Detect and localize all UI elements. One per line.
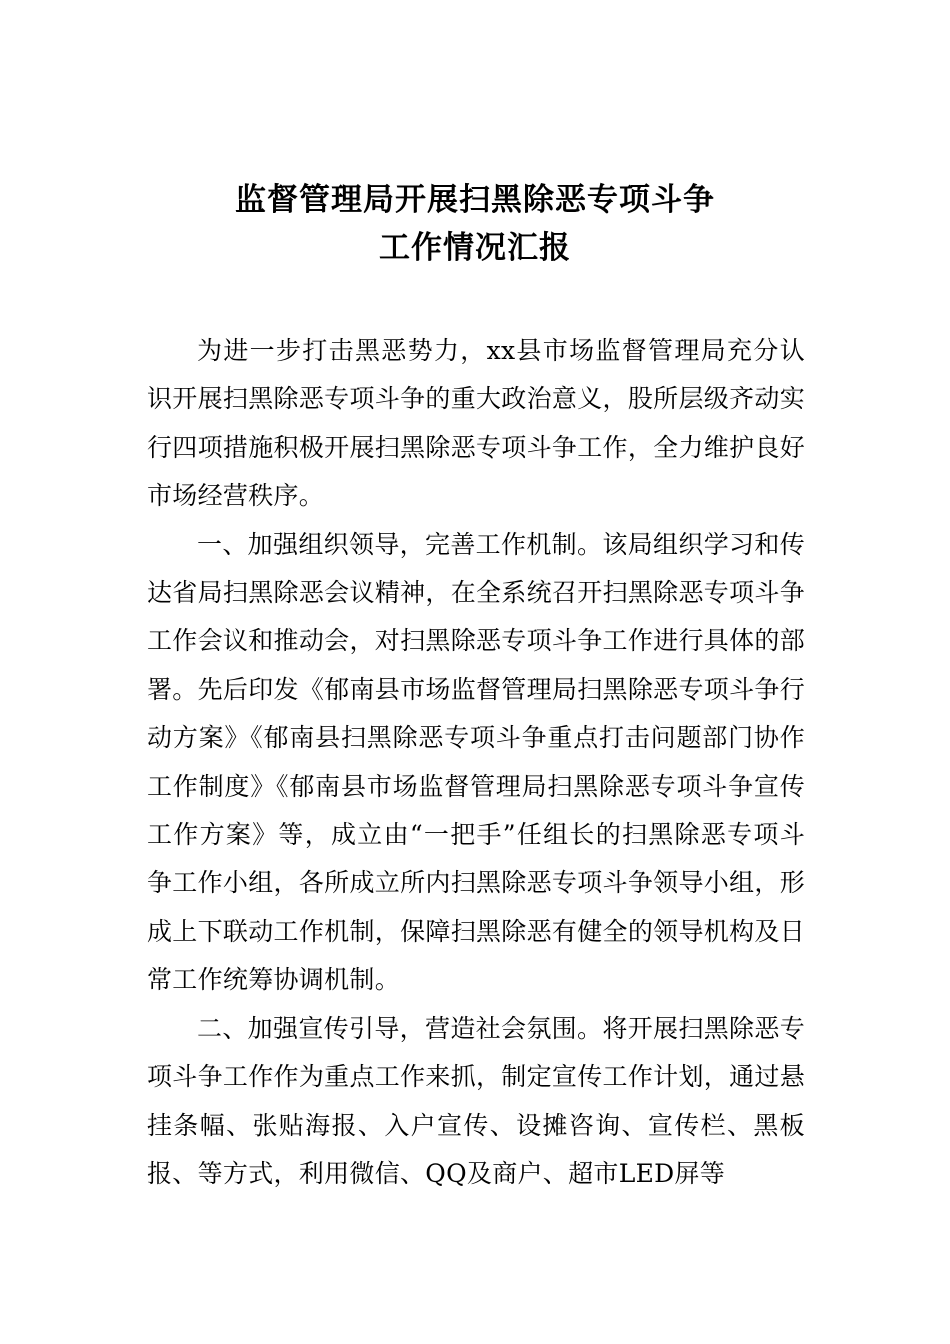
section-2-paragraph: 二、加强宣传引导，营造社会氛围。将开展扫黑除恶专项斗争工作作为重点工作来抓，制定宣传工作计划，通过悬挂条幅、张贴海报、入户宣传、设摊咨询、宣传栏、黑板报、等方式，利用微信、QQ及商户、超市LED屏等	[147, 1013, 805, 1188]
document-title-line-2: 工作情况汇报	[379, 230, 571, 266]
document-body	[147, 327, 805, 1198]
intro-paragraph: 为进一步打击黑恶势力，xx县市场监督管理局充分认识开展扫黑除恶专项斗争的重大政治意义，股所层级齐动实行四项措施积极开展扫黑除恶专项斗争工作，全力维护良好市场经营秩序。	[147, 336, 805, 511]
section-1-paragraph: 一、加强组织领导，完善工作机制。该局组织学习和传达省局扫黑除恶会议精神，在全系统召开扫黑除恶专项斗争工作会议和推动会，对扫黑除恶专项斗争工作进行具体的部署。先后印发《郁南县市场监督管理局扫黑除恶专项斗争行动方案》《郁南县扫黑除恶专项斗争重点打击问题部门协作工作制度》《郁南县市场监督管理局扫黑除恶专项斗争宣传工作方案》等，成立由“一把手”任组长的扫黑除恶专项斗争工作小组，各所成立所内扫黑除恶专项斗争领导小组，形成上下联动工作机制，保障扫黑除恶有健全的领导机构及日常工作统筹协调机制。	[147, 529, 805, 995]
document-title-line-1: 监督管理局开展扫黑除恶专项斗争	[235, 182, 715, 218]
